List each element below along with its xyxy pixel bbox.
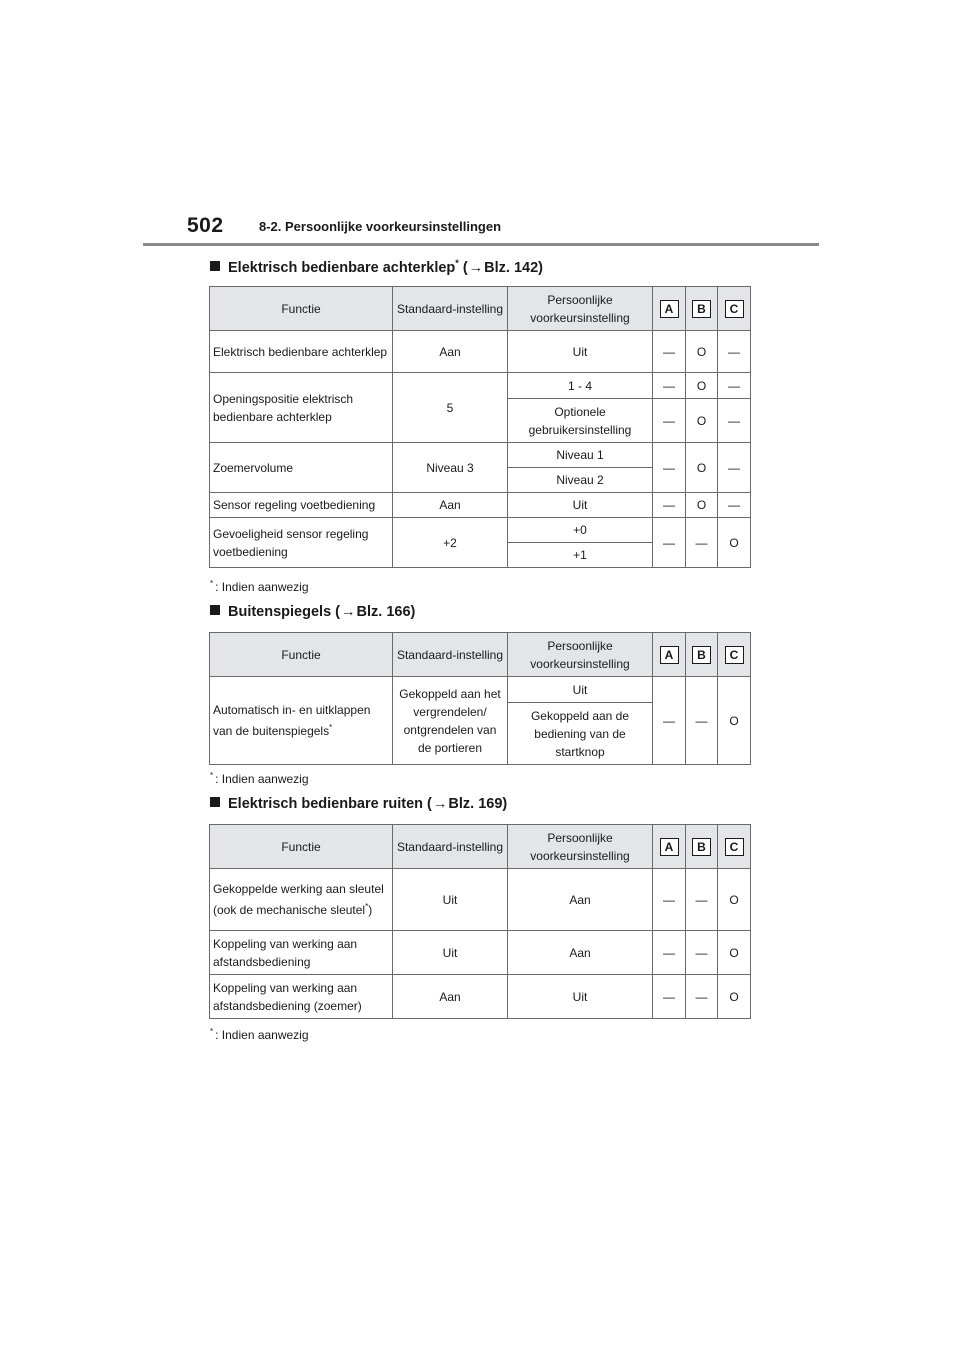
footnote-text: : Indien aanwezig	[215, 580, 309, 594]
ref-open: (	[335, 604, 341, 620]
table-row	[210, 493, 751, 518]
header-divider	[143, 243, 819, 246]
footnote	[210, 579, 309, 594]
cell-c: —	[718, 331, 751, 373]
cell-b: O	[686, 399, 718, 443]
table-header-row	[210, 633, 751, 677]
cell-a: —	[653, 518, 686, 568]
col-personal-header: Persoonlijke voorkeursinstelling	[508, 825, 653, 869]
col-b-header	[686, 633, 718, 677]
col-c-header	[718, 287, 751, 331]
table-row	[210, 373, 751, 399]
cell-a: —	[653, 869, 686, 931]
col-default-header: Standaard-instelling	[393, 633, 508, 677]
cell-function: Sensor regeling voetbediening	[210, 493, 393, 518]
cell-b: —	[686, 677, 718, 765]
arrow-right-icon: →	[468, 259, 484, 276]
footnote-marker: *	[365, 902, 369, 911]
table-row	[210, 869, 751, 931]
page-reference[interactable]: Blz. 142)	[484, 259, 543, 276]
col-b-label: B	[692, 838, 711, 856]
ref-open: (	[427, 796, 432, 812]
footnote	[210, 1027, 309, 1042]
col-b-header	[686, 825, 718, 869]
cell-function: Zoemervolume	[210, 443, 393, 493]
heading-title: Buitenspiegels	[228, 604, 332, 620]
col-a-header	[653, 633, 686, 677]
col-function-header: Functie	[210, 287, 393, 331]
col-default-header: Standaard-instelling	[393, 825, 508, 869]
cell-b: O	[686, 331, 718, 373]
col-a-label: A	[660, 838, 679, 856]
heading-achterklep	[210, 258, 543, 276]
table-row	[210, 443, 751, 468]
col-a-label: A	[660, 646, 679, 664]
table-row	[210, 975, 751, 1019]
cell-b: O	[686, 443, 718, 493]
table-achterklep	[209, 286, 751, 568]
ref-open: (	[462, 259, 468, 276]
cell-function	[210, 869, 393, 931]
cell-function	[210, 677, 393, 765]
heading-title: Elektrisch bedienbare ruiten	[228, 796, 424, 812]
footnote-text: : Indien aanwezig	[215, 772, 309, 786]
bullet-square-icon	[210, 605, 220, 615]
cell-personal: Aan	[508, 931, 653, 975]
cell-a: —	[653, 331, 686, 373]
cell-b: —	[686, 869, 718, 931]
table-row	[210, 518, 751, 543]
page-number: 502	[187, 214, 224, 237]
col-c-label: C	[725, 300, 744, 318]
cell-c: O	[718, 518, 751, 568]
footnote	[210, 771, 309, 786]
cell-c: O	[718, 931, 751, 975]
page-reference[interactable]: Blz. 166)	[356, 604, 416, 620]
cell-default: +2	[393, 518, 508, 568]
cell-personal: 1 - 4	[508, 373, 653, 399]
col-b-label: B	[692, 300, 711, 318]
table-ruiten	[209, 824, 751, 1019]
cell-function: Openingspositie elektrisch bedienbare achterklep	[210, 373, 393, 443]
table-row	[210, 331, 751, 373]
cell-default: Niveau 3	[393, 443, 508, 493]
bullet-square-icon	[210, 797, 220, 807]
table-header-row	[210, 825, 751, 869]
table-row	[210, 931, 751, 975]
col-a-header	[653, 287, 686, 331]
cell-c: —	[718, 443, 751, 493]
cell-c: O	[718, 869, 751, 931]
cell-a: —	[653, 443, 686, 493]
cell-function: Koppeling van werking aan afstandsbediening (zoemer)	[210, 975, 393, 1019]
cell-a: —	[653, 399, 686, 443]
heading-buitenspiegels	[210, 604, 415, 620]
cell-b: —	[686, 931, 718, 975]
col-c-label: C	[725, 838, 744, 856]
footnote-marker: *	[455, 258, 459, 268]
col-b-label: B	[692, 646, 711, 664]
cell-personal: Optionele gebruikersinstelling	[508, 399, 653, 443]
cell-default: Gekoppeld aan het vergrendelen/ ontgrendelen van de portieren	[393, 677, 508, 765]
cell-c: —	[718, 399, 751, 443]
col-function-header: Functie	[210, 633, 393, 677]
col-a-label: A	[660, 300, 679, 318]
col-default-header: Standaard-instelling	[393, 287, 508, 331]
cell-function-text: Gekoppelde werking aan sleutel (ook de mechanische sleutel	[213, 882, 384, 917]
cell-personal: Uit	[508, 493, 653, 518]
cell-default: Aan	[393, 493, 508, 518]
cell-default: Aan	[393, 331, 508, 373]
heading-ruiten	[210, 796, 507, 812]
cell-personal: +0	[508, 518, 653, 543]
cell-b: —	[686, 518, 718, 568]
cell-personal: Niveau 2	[508, 468, 653, 493]
footnote-marker: *	[210, 771, 214, 780]
col-b-header	[686, 287, 718, 331]
cell-default: 5	[393, 373, 508, 443]
col-c-header	[718, 633, 751, 677]
footnote-marker: *	[329, 723, 333, 732]
cell-a: —	[653, 975, 686, 1019]
section-title: 8-2. Persoonlijke voorkeursinstellingen	[259, 219, 502, 234]
cell-personal: Uit	[508, 677, 653, 703]
col-function-header: Functie	[210, 825, 393, 869]
col-personal-header: Persoonlijke voorkeursinstelling	[508, 633, 653, 677]
table-row	[210, 677, 751, 703]
col-personal-header: Persoonlijke voorkeursinstelling	[508, 287, 653, 331]
cell-personal: Aan	[508, 869, 653, 931]
cell-c: —	[718, 373, 751, 399]
page-reference[interactable]: Blz. 169)	[448, 796, 508, 812]
cell-personal: Niveau 1	[508, 443, 653, 468]
cell-b: —	[686, 975, 718, 1019]
table-buitenspiegels	[209, 632, 751, 765]
cell-default: Uit	[393, 869, 508, 931]
cell-a: —	[653, 493, 686, 518]
cell-a: —	[653, 677, 686, 765]
cell-personal: Uit	[508, 331, 653, 373]
cell-function: Elektrisch bedienbare achterklep	[210, 331, 393, 373]
cell-c: O	[718, 677, 751, 765]
cell-function: Koppeling van werking aan afstandsbediening	[210, 931, 393, 975]
cell-b: O	[686, 493, 718, 518]
cell-function-text: Automatisch in- en uitklappen van de buitenspiegels	[213, 703, 371, 738]
footnote-text: : Indien aanwezig	[215, 1028, 309, 1042]
arrow-right-icon: →	[432, 796, 448, 812]
cell-personal: Gekoppeld aan de bediening van de startknop	[508, 703, 653, 765]
arrow-right-icon: →	[341, 604, 356, 620]
cell-c: —	[718, 493, 751, 518]
cell-a: —	[653, 373, 686, 399]
bullet-square-icon	[210, 261, 220, 271]
col-a-header	[653, 825, 686, 869]
heading-title: Elektrisch bedienbare achterklep	[228, 259, 456, 276]
cell-function: Gevoeligheid sensor regeling voetbediening	[210, 518, 393, 568]
col-c-header	[718, 825, 751, 869]
table-header-row	[210, 287, 751, 331]
footnote-marker: *	[210, 1027, 214, 1036]
cell-personal: Uit	[508, 975, 653, 1019]
footnote-marker: *	[210, 579, 214, 588]
cell-default: Aan	[393, 975, 508, 1019]
cell-default: Uit	[393, 931, 508, 975]
cell-b: O	[686, 373, 718, 399]
cell-function-end: )	[368, 903, 373, 917]
cell-c: O	[718, 975, 751, 1019]
col-c-label: C	[725, 646, 744, 664]
cell-personal: +1	[508, 543, 653, 568]
cell-a: —	[653, 931, 686, 975]
